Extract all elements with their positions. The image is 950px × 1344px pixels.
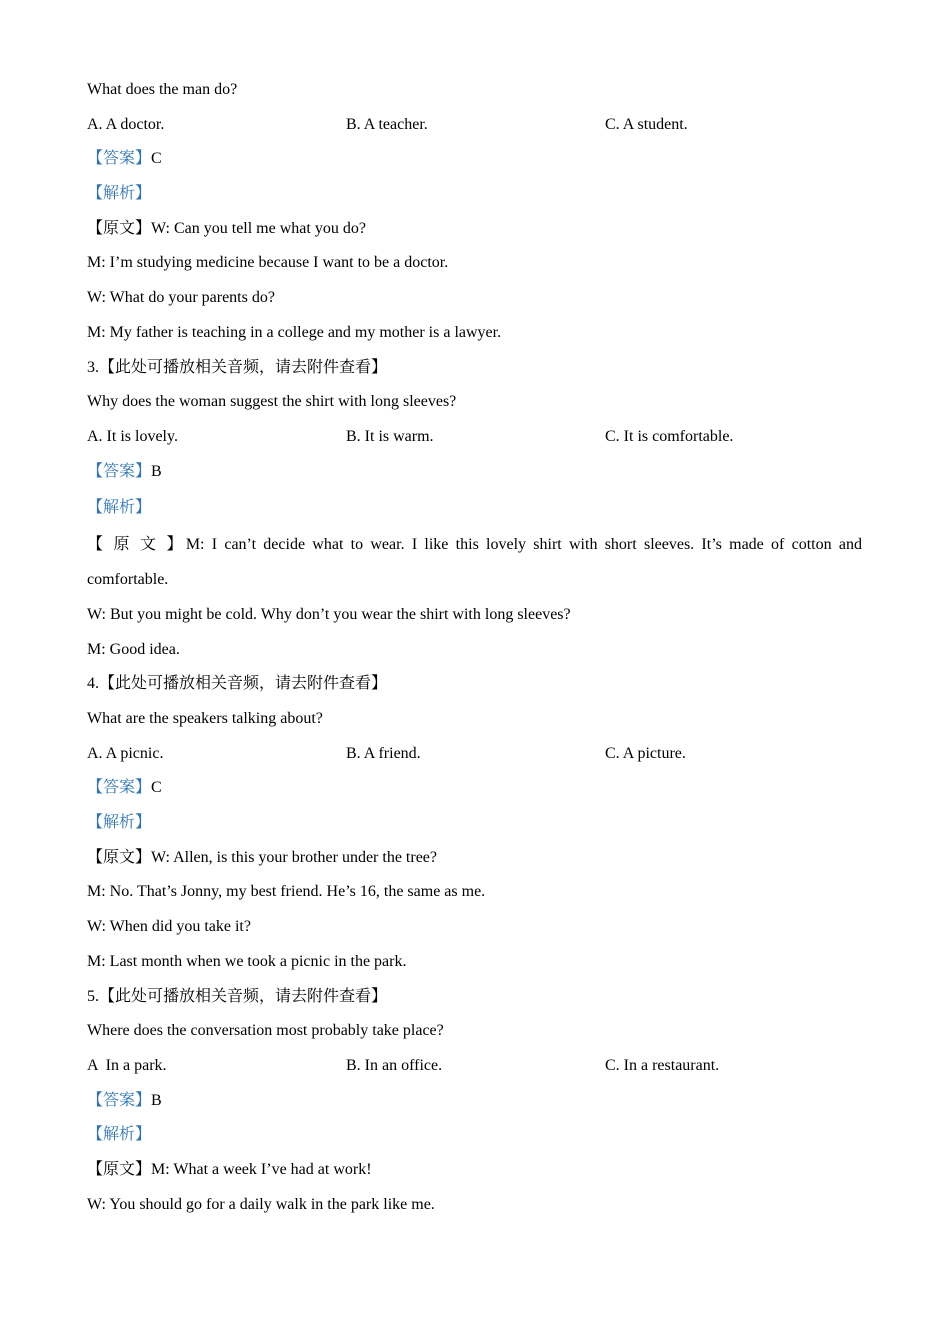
transcript-line: 【原文】W: Can you tell me what you do? <box>87 219 366 237</box>
question-4-text: What are the speakers talking about? <box>87 710 323 727</box>
transcript-label: 【 原 文 】 <box>87 536 186 554</box>
question-3-header <box>87 351 862 386</box>
answer-value: B <box>151 1091 162 1109</box>
option-a: A. It is lovely. <box>87 427 178 445</box>
question-number: 3. <box>87 358 99 376</box>
audio-note: 【此处可播放相关音频，请去附件查看】 <box>99 675 388 693</box>
option-c: C. It is comfortable. <box>605 427 734 445</box>
transcript-line: W: When did you take it? <box>87 918 251 936</box>
audio-note: 【此处可播放相关音频，请去附件查看】 <box>99 358 388 376</box>
transcript-line: M: No. That’s Jonny, my best friend. He’s 16, the same as me. <box>87 883 486 901</box>
transcript-line: 【 原 文 】M: I can’t decide what to wear. I like this lovely shirt with short sleeves. It’s made of cotton and <box>87 536 862 554</box>
transcript-line: M: My father is teaching in a college and my mother is a lawyer. <box>87 323 502 341</box>
option-a: A. A doctor. <box>87 115 165 133</box>
option-b: B. A teacher. <box>346 115 428 133</box>
transcript-line: M: Good idea. <box>87 640 180 658</box>
question-3-text: Why does the woman suggest the shirt with long sleeves? <box>87 393 457 411</box>
document-page <box>87 73 862 1222</box>
question-2-options <box>87 108 862 143</box>
analysis-label: 【解析】 <box>87 185 152 203</box>
option-b: B. It is warm. <box>346 427 434 445</box>
option-a: A. A picnic. <box>87 744 164 762</box>
transcript-line: W: You should go for a daily walk in the park like me. <box>87 1195 435 1213</box>
analysis-label: 【解析】 <box>87 1126 152 1144</box>
answer-line <box>87 1084 862 1119</box>
answer-label: 【答案】 <box>87 462 152 480</box>
transcript-line: 【原文】W: Allen, is this your brother under the tree? <box>87 848 438 866</box>
question-3-options <box>87 420 862 455</box>
question-number: 5. <box>87 987 99 1005</box>
answer-line <box>87 455 862 490</box>
question-2-text: What does the man do? <box>87 81 238 98</box>
transcript-line: M: Last month when we took a picnic in the park. <box>87 952 407 970</box>
transcript-label: 【原文】 <box>87 219 152 237</box>
option-b: B. A friend. <box>346 744 421 762</box>
transcript-line: M: I’m studying medicine because I want to be a doctor. <box>87 254 449 272</box>
transcript-label: 【原文】 <box>87 848 152 866</box>
transcript-line: 【原文】M: What a week I’ve had at work! <box>87 1160 372 1178</box>
transcript-line: W: But you might be cold. Why don’t you wear the shirt with long sleeves? <box>87 605 571 623</box>
question-4-options <box>87 737 862 772</box>
answer-label: 【答案】 <box>87 150 152 168</box>
answer-value: C <box>151 150 162 168</box>
option-a: A In a park. <box>87 1056 167 1074</box>
question-4-header <box>87 667 862 702</box>
question-5-options <box>87 1049 862 1084</box>
answer-value: B <box>151 462 162 480</box>
analysis-label: 【解析】 <box>87 814 152 832</box>
analysis-label: 【解析】 <box>87 499 152 517</box>
option-c: C. A picture. <box>605 744 686 762</box>
question-5-text: Where does the conversation most probably take place? <box>87 1022 444 1040</box>
question-number: 4. <box>87 675 99 693</box>
answer-line <box>87 142 862 177</box>
question-5-header <box>87 980 862 1015</box>
transcript-label: 【原文】 <box>87 1160 152 1178</box>
audio-note: 【此处可播放相关音频，请去附件查看】 <box>99 987 388 1005</box>
transcript-line: comfortable. <box>87 571 169 589</box>
answer-line <box>87 771 862 806</box>
answer-label: 【答案】 <box>87 1091 152 1109</box>
answer-label: 【答案】 <box>87 779 152 797</box>
transcript-line: W: What do your parents do? <box>87 289 275 307</box>
option-c: C. In a restaurant. <box>605 1056 720 1074</box>
option-b: B. In an office. <box>346 1056 443 1074</box>
option-c: C. A student. <box>605 115 688 133</box>
answer-value: C <box>151 779 162 797</box>
